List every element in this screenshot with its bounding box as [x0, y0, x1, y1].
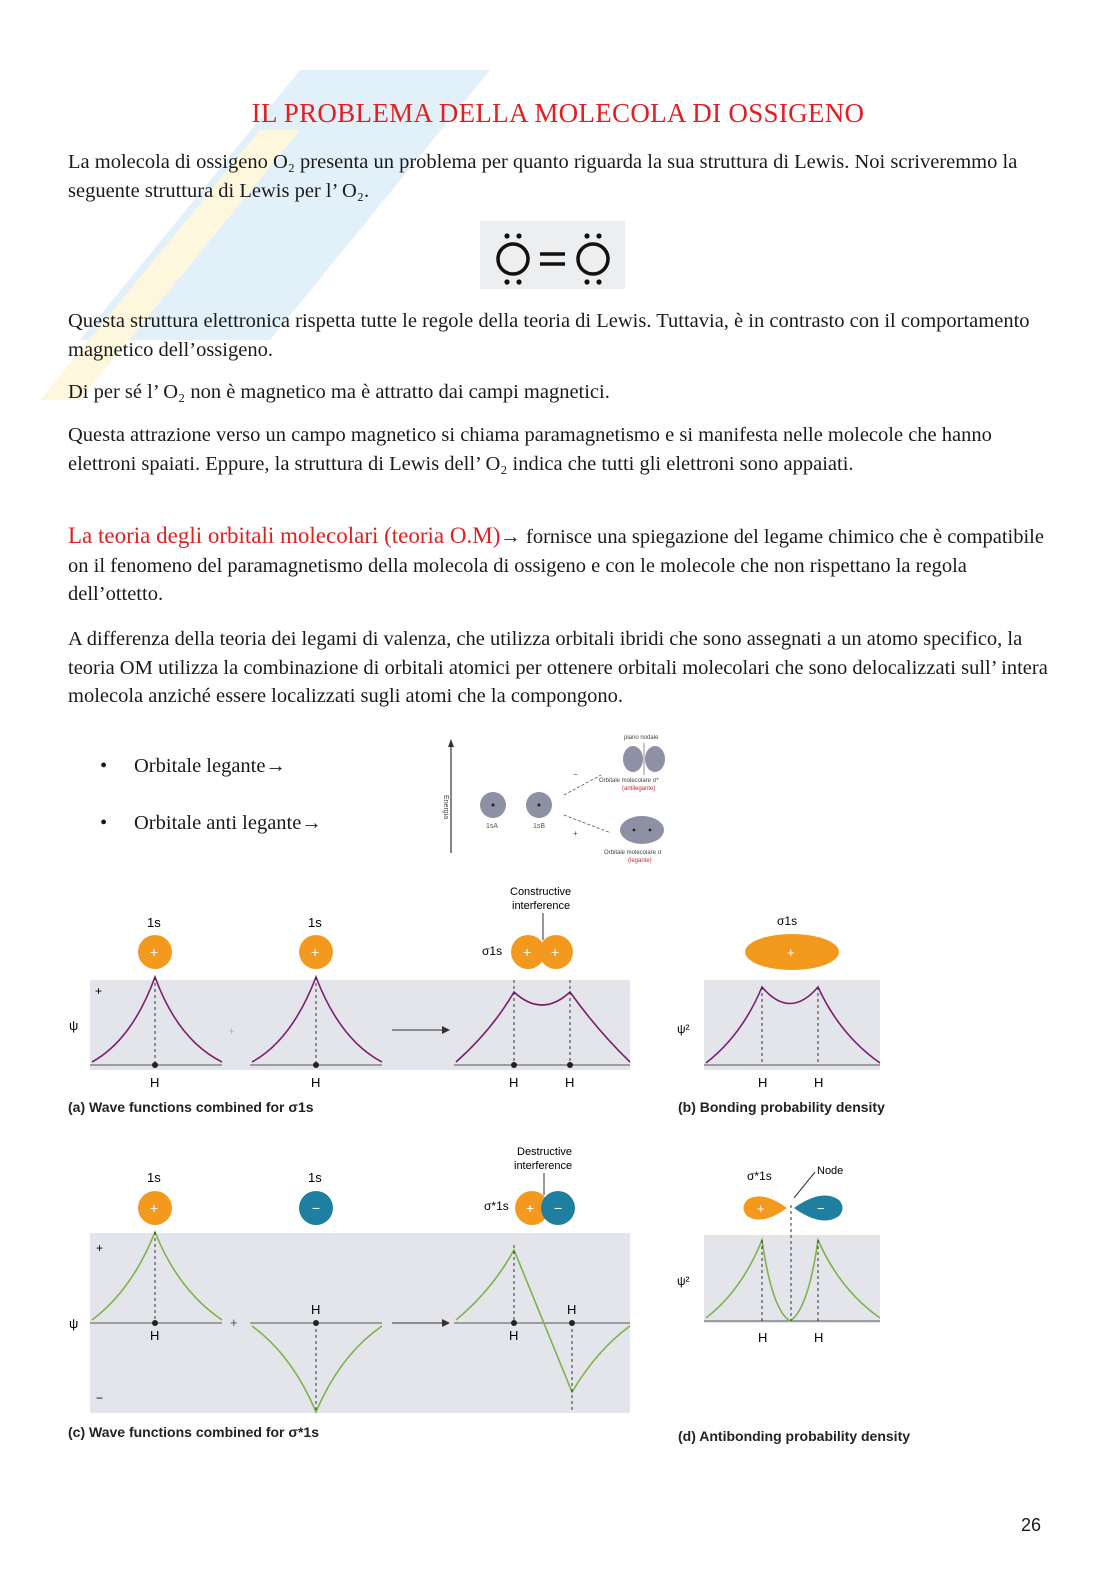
caption-a: (a) Wave functions combined for σ1s [68, 1099, 314, 1115]
svg-text:+: + [150, 944, 159, 960]
svg-text:ψ²: ψ² [677, 1274, 690, 1288]
svg-text:+: + [573, 829, 578, 838]
node-label: Node [817, 1165, 844, 1177]
bonding-orbital [620, 816, 664, 844]
bullet-antibonding: • Orbitale anti legante→ [100, 812, 322, 834]
paragraph-valence-comparison: A differenza della teoria dei legami di valenza, che utilizza orbitali ibridi che sono assegnati a un atomo specifico, la teoria OM utilizza la combinazione di orbitali atomici per ottenere orbitali molecolari che sono delocalizzati sull’ intera molecola anziché essere localizzati sugli atomi che la compongono. [68, 628, 1048, 707]
svg-text:H: H [311, 1075, 321, 1090]
paragraph-paramagnetism: Questa attrazione verso un campo magnetico si chiama paramagnetismo e si manifesta nelle molecole che hanno elettroni spaiati. Eppure, la struttura di Lewis dell’ O₂ indica che tutti gli elettroni sono appaiati. [68, 424, 992, 475]
svg-text:+: + [150, 1200, 159, 1216]
antibonding-lobe-left [623, 746, 643, 772]
svg-text:H: H [150, 1075, 160, 1090]
figure-a-bonding-wavefunctions [62, 880, 642, 1125]
svg-text:interference: interference [512, 900, 571, 912]
paragraph-lewis-rules: Questa struttura elettronica rispetta tutte le regole della teoria di Lewis. Tuttavia, è in contrasto con il comportamento magnetico dell’ossigeno. [68, 310, 1030, 361]
svg-text:σ1s: σ1s [482, 944, 503, 958]
page-title: IL PROBLEMA DELLA MOLECOLA DI OSSIGENO [251, 98, 865, 128]
svg-text:Orbitale molecolare σ*: Orbitale molecolare σ* [599, 778, 659, 784]
svg-text:interference: interference [514, 1160, 573, 1172]
svg-text:+: + [551, 944, 560, 960]
svg-text:−: − [96, 1391, 104, 1405]
om-theory-text: → fornisce una spiegazione del legame chimico che è compatibile on il fenomeno del paramagnetismo della molecola di ossigeno e con le molecole che non rispettano la regola dell’ottetto. [68, 526, 1044, 605]
svg-text:1s: 1s [147, 1170, 161, 1185]
svg-text:(antilegante): (antilegante) [622, 786, 656, 792]
svg-text:+: + [96, 1241, 104, 1255]
paragraph-magnetism: Di per sé l’ O₂ non è magnetico ma è attratto dai campi magnetici. [68, 381, 610, 403]
svg-text:ψ: ψ [69, 1316, 79, 1331]
svg-text:H: H [814, 1330, 824, 1345]
svg-text:+: + [523, 944, 532, 960]
svg-text:σ*1s: σ*1s [484, 1199, 509, 1213]
bullet-bonding: • Orbitale legante→ [100, 755, 286, 777]
svg-text:H: H [311, 1302, 321, 1317]
caption-b: (b) Bonding probability density [678, 1099, 885, 1115]
svg-text:H: H [509, 1075, 519, 1090]
paragraph-intro: La molecola di ossigeno O₂ presenta un problema per quanto riguarda la sua struttura di Lewis. Noi scriveremmo la seguente struttura di Lewis per l’ O₂. [68, 151, 1018, 202]
page-number: 26 [1020, 1515, 1041, 1535]
svg-text:−: − [817, 1201, 825, 1216]
svg-text:−: − [573, 770, 578, 779]
svg-text:1sA: 1sA [486, 823, 499, 830]
svg-text:H: H [567, 1302, 577, 1317]
svg-text:(legante): (legante) [628, 858, 652, 864]
svg-text:σ1s: σ1s [777, 914, 798, 928]
svg-text:+: + [95, 984, 103, 998]
paragraph-om-theory [68, 522, 1053, 609]
caption-c: (c) Wave functions combined for σ*1s [68, 1424, 319, 1440]
om-theory-highlight: La teoria degli orbitali molecolari (teoria O.M) [68, 523, 501, 548]
svg-text:+: + [228, 1024, 236, 1038]
figure-c-antibonding-wavefunctions [62, 1140, 642, 1425]
svg-text:σ*1s: σ*1s [747, 1169, 772, 1183]
svg-text:−: − [312, 1200, 321, 1216]
svg-text:H: H [814, 1075, 824, 1090]
svg-text:+: + [526, 1200, 535, 1216]
node-plane-label: piano nodale [624, 735, 659, 741]
svg-text:ψ²: ψ² [677, 1022, 690, 1036]
svg-text:1sB: 1sB [533, 823, 546, 830]
svg-text:−: − [554, 1200, 563, 1216]
lewis-structure [480, 221, 625, 289]
energy-axis-label: Energia [442, 795, 449, 820]
svg-text:H: H [509, 1328, 519, 1343]
antibonding-lobe-positive [744, 1196, 788, 1219]
energy-level-diagram [436, 733, 696, 868]
svg-text:Constructive: Constructive [510, 886, 572, 898]
svg-text:Destructive: Destructive [517, 1146, 573, 1158]
svg-text:H: H [150, 1328, 160, 1343]
svg-text:+: + [311, 944, 320, 960]
svg-text:+: + [787, 945, 795, 960]
antibonding-lobe-right [645, 746, 665, 772]
svg-text:+: + [757, 1201, 765, 1216]
svg-text:+: + [230, 1315, 238, 1330]
caption-d: (d) Antibonding probability density [678, 1428, 911, 1444]
svg-text:1s: 1s [308, 915, 322, 930]
svg-text:H: H [758, 1330, 768, 1345]
svg-text:H: H [565, 1075, 575, 1090]
svg-text:1s: 1s [147, 915, 161, 930]
svg-text:Orbitale molecolare σ: Orbitale molecolare σ [604, 850, 662, 856]
svg-text:1s: 1s [308, 1170, 322, 1185]
figure-b-bonding-density [672, 905, 892, 1105]
svg-text:ψ: ψ [69, 1018, 79, 1033]
figure-d-antibonding-density [672, 1160, 892, 1360]
svg-text:H: H [758, 1075, 768, 1090]
